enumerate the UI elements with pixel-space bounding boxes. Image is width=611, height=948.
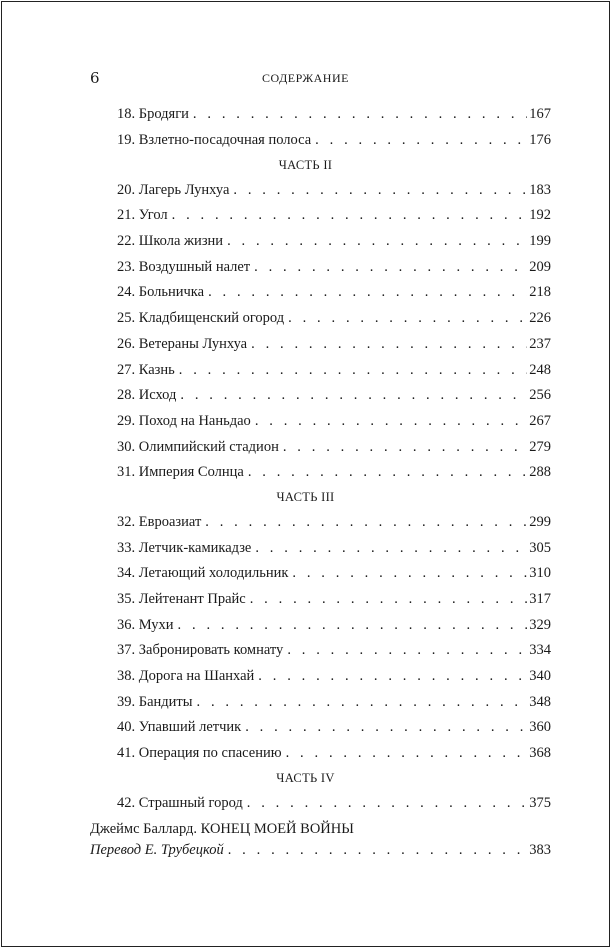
- toc-entry[interactable]: [0, 102, 551, 128]
- entry-page: 248: [529, 361, 551, 378]
- dot-leader: [245, 719, 527, 736]
- dot-leader: [228, 842, 528, 859]
- dot-leader: [283, 439, 527, 456]
- dot-leader: [250, 591, 528, 608]
- toc-entry[interactable]: [0, 510, 551, 536]
- toc-entry[interactable]: [0, 612, 551, 638]
- toc-entry[interactable]: [0, 280, 551, 306]
- entry-page: 340: [529, 668, 551, 685]
- toc-entry[interactable]: [0, 229, 551, 255]
- entry-title: 21. Угол: [117, 207, 168, 224]
- entry-title: 39. Бандиты: [117, 693, 193, 710]
- entry-page: 192: [529, 207, 551, 224]
- toc-entry[interactable]: [0, 587, 551, 613]
- entry-title: 37. Забронировать комнату: [117, 642, 284, 659]
- dot-leader: [315, 132, 527, 149]
- entry-title: 40. Упавший летчик: [117, 719, 242, 736]
- dot-leader: [233, 182, 527, 199]
- toc-entry[interactable]: [0, 177, 551, 203]
- dot-leader: [255, 413, 527, 430]
- toc-entry[interactable]: [0, 434, 551, 460]
- entry-title: 25. Кладбищенский огород: [117, 310, 285, 327]
- entry-page: 360: [529, 719, 551, 736]
- toc-entry[interactable]: [0, 561, 551, 587]
- entry-title: 29. Поход на Наньдао: [117, 412, 251, 429]
- entry-title: 23. Воздушный налет: [117, 258, 251, 275]
- dot-leader: [286, 745, 528, 762]
- entry-page: 209: [529, 258, 551, 275]
- entry-title: 19. Взлетно-посадочная полоса: [117, 132, 312, 149]
- entry-page: 288: [529, 464, 551, 481]
- entry-page: 305: [529, 539, 551, 556]
- entry-page: 237: [529, 335, 551, 352]
- dot-leader: [172, 207, 528, 224]
- dot-leader: [197, 694, 528, 711]
- entry-page: 334: [529, 642, 551, 659]
- dot-leader: [208, 284, 527, 301]
- toc-entry[interactable]: [0, 332, 551, 358]
- entry-page: 176: [529, 132, 551, 149]
- toc-entry[interactable]: [0, 460, 551, 486]
- entry-title: 33. Летчик-камикадзе: [117, 539, 252, 556]
- dot-leader: [292, 565, 527, 582]
- entry-page: 167: [529, 106, 551, 123]
- entry-page: 317: [529, 591, 551, 608]
- toc-entry[interactable]: [0, 638, 551, 664]
- dot-leader: [178, 617, 528, 634]
- dot-leader: [254, 259, 527, 276]
- toc-entry[interactable]: [0, 664, 551, 690]
- entry-page: 199: [529, 233, 551, 250]
- entry-page: 183: [529, 181, 551, 198]
- entry-title: 38. Дорога на Шанхай: [117, 668, 255, 685]
- toc-entry[interactable]: [0, 689, 551, 715]
- entry-page: 310: [529, 565, 551, 582]
- entry-page: 383: [529, 841, 551, 858]
- dot-leader: [288, 310, 527, 327]
- toc-entry[interactable]: [0, 741, 551, 767]
- entry-page: 348: [529, 693, 551, 710]
- table-of-contents: [0, 102, 611, 860]
- running-header: СОДЕРЖАНИЕ: [262, 71, 349, 85]
- toc-entry[interactable]: [0, 409, 551, 435]
- toc-entry[interactable]: [0, 357, 551, 383]
- entry-page: 299: [529, 513, 551, 530]
- appendix-title-row: [0, 818, 551, 840]
- entry-page: 267: [529, 412, 551, 429]
- dot-leader: [248, 464, 527, 481]
- dot-leader: [251, 336, 527, 353]
- entry-title: 27. Казнь: [117, 361, 175, 378]
- dot-leader: [180, 387, 527, 404]
- dot-leader: [255, 540, 527, 557]
- dot-leader: [247, 795, 527, 812]
- entry-page: 279: [529, 438, 551, 455]
- toc-entry[interactable]: [0, 254, 551, 280]
- entry-page: 256: [529, 387, 551, 404]
- dot-leader: [179, 362, 527, 379]
- entry-title: 24. Больничка: [117, 284, 205, 301]
- entry-title: 20. Лагерь Лунхуа: [117, 181, 230, 198]
- entry-page: 368: [529, 745, 551, 762]
- dot-leader: [287, 642, 527, 659]
- entry-page: 218: [529, 284, 551, 301]
- dot-leader: [193, 106, 527, 123]
- toc-entry[interactable]: [0, 715, 551, 741]
- entry-title: 26. Ветераны Лунхуа: [117, 335, 248, 352]
- entry-title: 36. Мухи: [117, 616, 174, 633]
- part-heading: ЧАСТЬ III: [276, 490, 335, 505]
- dot-leader: [205, 514, 527, 531]
- entry-title: 30. Олимпийский стадион: [117, 438, 279, 455]
- page-number: 6: [90, 69, 100, 87]
- toc-entry[interactable]: [0, 791, 551, 817]
- toc-entry[interactable]: [0, 535, 551, 561]
- entry-page: 375: [529, 794, 551, 811]
- part-heading: ЧАСТЬ IV: [276, 771, 335, 785]
- entry-title: 31. Империя Солнца: [117, 464, 244, 481]
- appendix-title: Джеймс Баллард. КОНЕЦ МОЕЙ ВОЙНЫ: [90, 820, 354, 837]
- toc-entry[interactable]: [0, 383, 551, 409]
- entry-page: 226: [529, 310, 551, 327]
- entry-title: 28. Исход: [117, 387, 177, 404]
- entry-page: 329: [529, 616, 551, 633]
- entry-title: 35. Лейтенант Прайс: [117, 591, 246, 608]
- entry-title: 18. Бродяги: [117, 106, 189, 123]
- part-heading: ЧАСТЬ II: [278, 157, 333, 172]
- entry-title: 41. Операция по спасению: [117, 745, 282, 762]
- appendix-entry[interactable]: [0, 840, 551, 860]
- entry-title: 42. Страшный город: [117, 794, 243, 811]
- toc-entry[interactable]: [0, 128, 551, 154]
- appendix-translator: Перевод Е. Трубецкой: [90, 841, 224, 858]
- dot-leader: [227, 233, 527, 250]
- entry-title: 22. Школа жизни: [117, 233, 224, 250]
- entry-title: 32. Евроазиат: [117, 513, 202, 530]
- toc-entry[interactable]: [0, 306, 551, 332]
- toc-entry[interactable]: [0, 203, 551, 229]
- entry-title: 34. Летающий холодильник: [117, 565, 289, 582]
- dot-leader: [258, 668, 527, 685]
